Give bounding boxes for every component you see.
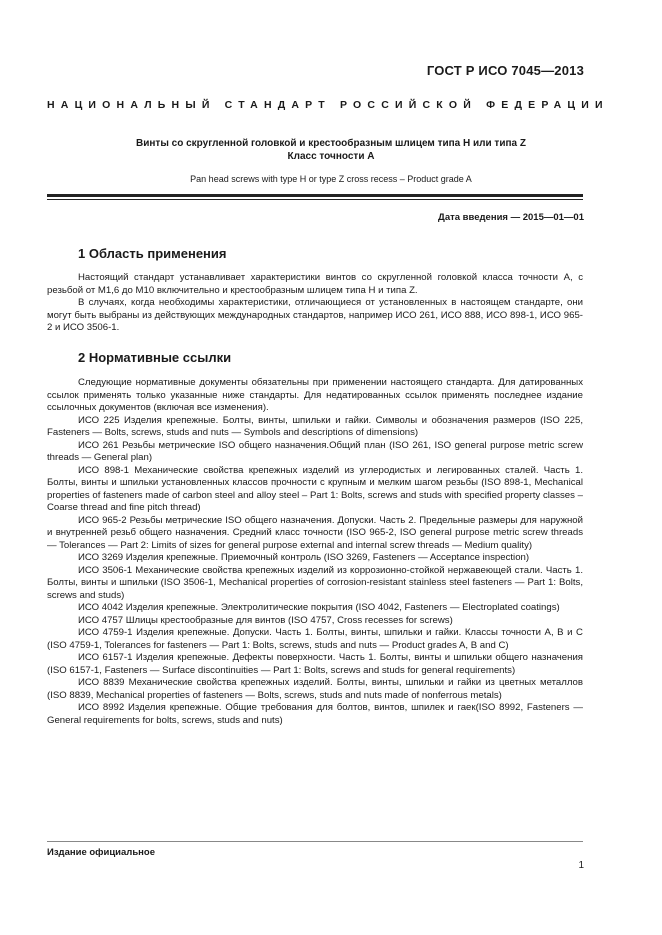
- title-ru-line-1: Винты со скругленной головкой и крестообразным шлицем типа H или типа Z: [136, 138, 526, 149]
- reference-item: ИСО 4759-1 Изделия крепежные. Допуски. Часть 1. Болты, винты, шпильки и гайки. Классы точности А, В и С (ISO 4759-1, Tolerances for fasteners — Part 1: Bolts, screws, studs and nuts — Product grades A, B and C): [47, 627, 583, 651]
- section-1-paragraph: В случаях, когда необходимы характеристики, отличающиеся от установленных в настоящем стандарте, они могут быть выбраны из действующих международных стандартов, например ИСО 261, ИСО 888, ИСО 898-1, ИСО 965-2 и ИСО 3506-1.: [47, 297, 583, 333]
- section-1-heading: 1 Область применения: [78, 246, 227, 261]
- national-standard-banner: НАЦИОНАЛЬНЫЙ СТАНДАРТ РОССИЙСКОЙ ФЕДЕРАЦИИ: [47, 99, 609, 111]
- footer-rule: [47, 841, 583, 842]
- section-2-paragraph: Следующие нормативные документы обязательны при применении настоящего стандарта. Для датированных ссылок применять только указанные ниже стандарты. Для недатированных ссылок применять последнее издание ссылочных документов (включая все изменения).: [47, 377, 583, 413]
- standard-number: ГОСТ Р ИСО 7045—2013: [426, 63, 584, 78]
- reference-item: ИСО 3269 Изделия крепежные. Приемочный контроль (ISO 3269, Fasteners — Acceptance inspection): [78, 552, 530, 563]
- reference-item: ИСО 6157-1 Изделия крепежные. Дефекты поверхности. Часть 1. Болты, винты и шпильки общего назначения (ISO 6157-1, Fasteners — Surface discontinuities — Part 1: Bolts, screws and studs for general requirements): [47, 652, 583, 676]
- section-2-body: [47, 377, 583, 727]
- edition-label: Издание официальное: [47, 847, 155, 858]
- section-2-heading: 2 Нормативные ссылки: [78, 350, 232, 365]
- page-number: 1: [578, 860, 584, 871]
- reference-item: ИСО 8839 Механические свойства крепежных изделий. Болты, винты, шпильки и гайки из цветных металлов (ISO 8839, Mechanical properties of fasteners — Bolts, screws, studs and nuts made of nonferrous metals): [47, 677, 583, 701]
- reference-item: ИСО 261 Резьбы метрические ISO общего назначения.Общий план (ISO 261, ISO general purpose metric screw threads — General plan): [47, 439, 583, 463]
- section-1-paragraph: Настоящий стандарт устанавливает характеристики винтов со скругленной головкой класса точности А, с резьбой от M1,6 до M10 включительно и крестообразным шлицем типа H и типа Z.: [47, 272, 583, 296]
- document-title-en: Pan head screws with type H or type Z cross recess – Product grade A: [190, 174, 472, 184]
- title-rule-thick: [47, 194, 583, 197]
- reference-item: ИСО 8992 Изделия крепежные. Общие требования для болтов, винтов, шпилек и гаек(ISO 8992, Fasteners — General requirements for bolts, screws, studs and nuts): [47, 702, 583, 726]
- title-rule-thin: [47, 199, 583, 200]
- reference-item: ИСО 225 Изделия крепежные. Болты, винты, шпильки и гайки. Символы и обозначения размеров (ISO 225, Fasteners — Bolts, screws, studs and nuts — Symbols and descriptions of dimensions): [47, 414, 583, 438]
- reference-item: ИСО 3506-1 Механические свойства крепежных изделий из коррозионно-стойкой нержавеющей стали. Часть 1. Болты, винты и шпильки (ISO 3506-1, Mechanical properties of corrosion-resistant stainless steel fasteners — Part 1: Bolts, screws and studs): [47, 564, 583, 601]
- introduction-date: Дата введения — 2015—01—01: [438, 212, 584, 223]
- reference-item: ИСО 898-1 Механические свойства крепежных изделий из углеродистых и легированных сталей. Часть 1. Болты, винты и шпильки установленных классов прочности с крупным и мелким шагом резьбы (ISO 898-1, Mechanical properties of fasteners made of carbon steel and alloy steel – Part 1: Bolts, screws and studs with specified property classes – Coarse thread and fine pitch thread): [47, 464, 583, 513]
- title-ru-line-2: Класс точности А: [287, 151, 375, 162]
- section-1-body: [47, 272, 583, 335]
- reference-item: ИСО 4042 Изделия крепежные. Электролитические покрытия (ISO 4042, Fasteners — Electroplated coatings): [78, 602, 560, 613]
- document-title-ru: [60, 137, 602, 163]
- reference-item: ИСО 965-2 Резьбы метрические ISO общего назначения. Допуски. Часть 2. Предельные размеры для наружной и внутренней резьб общего назначения. Средний класс точности (ISO 965-2, ISO general purpose metric screw threads — Tolerances — Part 2: Limits of sizes for general purpose external and internal screw threads — Medium quality): [47, 514, 583, 551]
- reference-item: ИСО 4757 Шлицы крестообразные для винтов (ISO 4757, Cross recesses for screws): [78, 614, 453, 626]
